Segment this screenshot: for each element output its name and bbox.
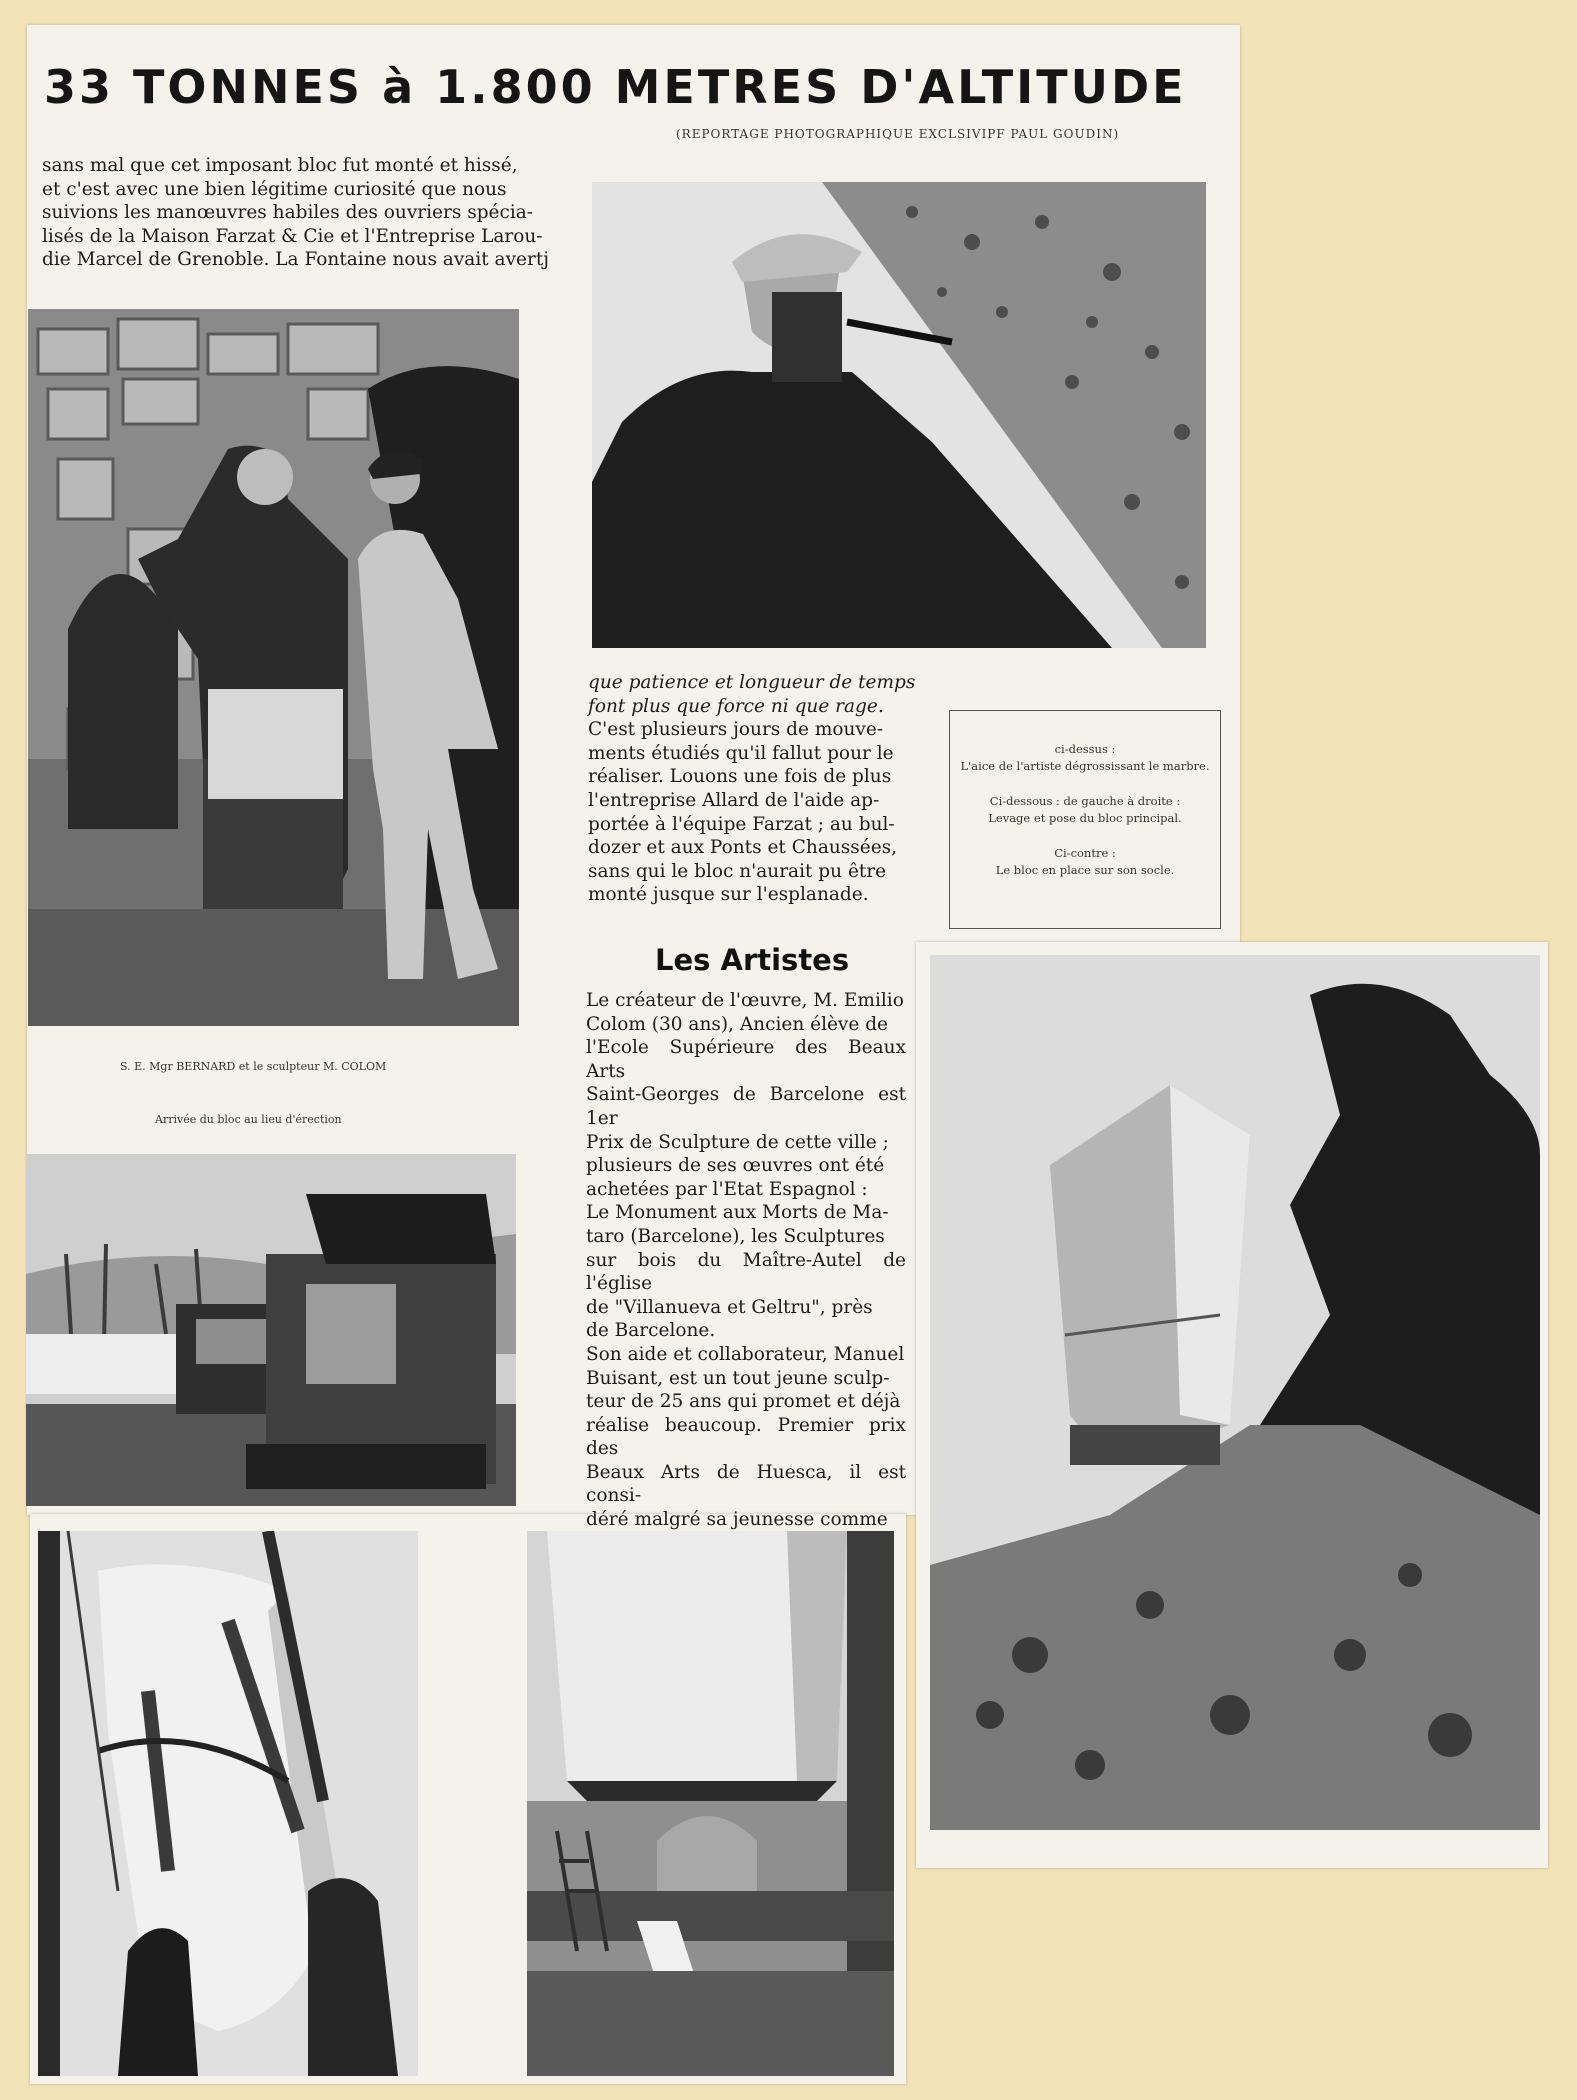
text-line: achetées par l'Etat Espagnol : [586, 1178, 868, 1200]
text-line: taro (Barcelone), les Sculptures [586, 1225, 885, 1247]
photo-sculptor-chiseling [592, 182, 1206, 648]
text-line: lisés de la Maison Farzat & Cie et l'Entreprise Larou- [42, 225, 543, 247]
caption-box [949, 710, 1221, 929]
caption-box-text: Le bloc en place sur son socle. [995, 863, 1175, 877]
caption-box-text: L'aice de l'artiste dégrossissant le marbre. [960, 759, 1210, 773]
text-line: dozer et aux Ponts et Chaussées, [588, 837, 898, 859]
caption-box-title: Ci-contre : [1054, 846, 1116, 860]
caption-box-title: Ci-dessous : de gauche à droite : [989, 794, 1181, 808]
text-line: teur de 25 ans qui promet et déjà [586, 1391, 901, 1413]
caption-box-text: Levage et pose du bloc principal. [988, 811, 1182, 825]
continuation-text [588, 671, 924, 907]
text-line: sans qui le bloc n'aurait pu être [588, 860, 887, 882]
text-line: die Marcel de Grenoble. La Fontaine nous avait avertj [42, 249, 549, 271]
text-line: l'entreprise Allard de l'aide ap- [588, 789, 880, 811]
text-line: Saint-Georges de Barcelone est 1er [586, 1084, 906, 1129]
headline: 33 TONNES à 1.800 METRES D'ALTITUDE [44, 60, 1187, 114]
text-line: de Barcelone. [586, 1320, 716, 1342]
photo-placing-block [527, 1531, 894, 2076]
text-line: et c'est avec une bien légitime curiosité que nous [42, 178, 507, 200]
text-line: Le créateur de l'œuvre, M. Emilio [586, 990, 904, 1011]
photo-monument-in-place [930, 955, 1540, 1830]
text-line: Colom (30 ans), Ancien élève de [586, 1013, 889, 1035]
text-line: monté jusque sur l'esplanade. [588, 884, 869, 906]
photo-archbishop-and-sculptor [28, 309, 519, 1026]
caption-arrival: Arrivée du bloc au lieu d'érection [155, 1113, 342, 1126]
caption-archbishop: S. E. Mgr BERNARD et le sculpteur M. COLOM [120, 1060, 387, 1073]
text-line: réalise beaucoup. Premier prix des [586, 1414, 906, 1460]
text-line: Le Monument aux Morts de Ma- [586, 1202, 889, 1224]
text-line: ments étudiés qu'il fallut pour le [588, 742, 894, 764]
text-line: l'Ecole Supérieure des Beaux Arts [586, 1037, 906, 1082]
text-line: sur bois du Maître-Autel de l'église [586, 1249, 906, 1295]
text-line: C'est plusieurs jours de mouve- [588, 719, 884, 741]
text-line: Son aide et collaborateur, Manuel [586, 1343, 905, 1365]
text-line: déré malgré sa jeunesse comme [586, 1509, 888, 1531]
caption-box-title: ci-dessus : [1054, 742, 1116, 756]
text-line: font plus que force ni que rage. [588, 695, 884, 717]
photo-truck-and-bulldozer [26, 1154, 516, 1506]
section-title-artists: Les Artistes [655, 943, 850, 977]
text-line: que patience et longueur de temps [588, 672, 916, 693]
text-line: Buisant, est un tout jeune sculp- [586, 1367, 890, 1389]
text-line: Beaux Arts de Huesca, il est consi- [586, 1461, 906, 1507]
photo-credit: (REPORTAGE PHOTOGRAPHIQUE EXCLSIVIPF PAUL GOUDIN) [676, 127, 1120, 141]
artists-text [586, 989, 906, 1579]
text-line: Prix de Sculpture de cette ville ; [586, 1131, 889, 1153]
photo-lifting-block [38, 1531, 418, 2076]
text-line: plusieurs de ses œuvres ont été [586, 1155, 885, 1177]
text-line: réaliser. Louons une fois de plus [588, 766, 892, 788]
text-line: suivions les manœuvres habiles des ouvriers spécia- [42, 202, 534, 224]
text-line: de "Villanueva et Geltru", près [586, 1296, 873, 1318]
text-line: portée à l'équipe Farzat ; au bul- [588, 813, 895, 835]
text-line: sans mal que cet imposant bloc fut monté et hissé, [42, 155, 518, 176]
intro-text [42, 154, 549, 272]
